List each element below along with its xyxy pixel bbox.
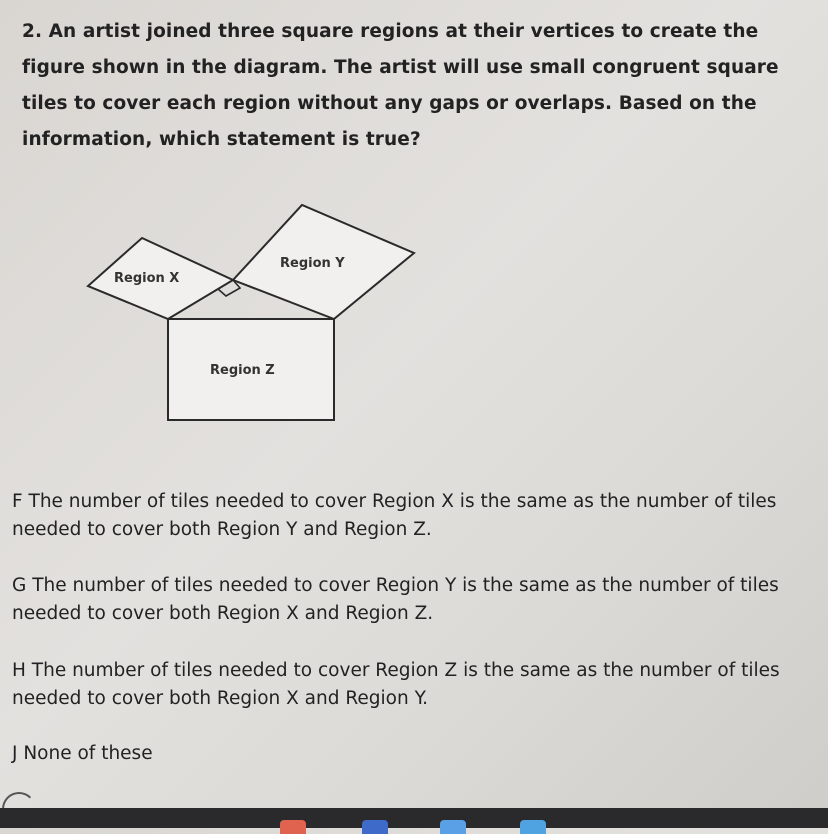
region-z-label: Region Z: [210, 363, 275, 378]
taskbar-app-icon[interactable]: [520, 820, 546, 834]
taskbar: [0, 808, 828, 828]
squares-diagram: [0, 180, 828, 440]
option-h[interactable]: H The number of tiles needed to cover Region Z is the same as the number of tiles needed to cover both Region X and Region Y.: [12, 660, 780, 709]
taskbar-app-icon[interactable]: [362, 820, 388, 834]
region-y-label: Region Y: [280, 256, 345, 271]
option-g[interactable]: G The number of tiles needed to cover Region Y is the same as the number of tiles needed to cover both Region X and Region Z.: [12, 575, 779, 624]
taskbar-app-icon[interactable]: [280, 820, 306, 834]
question-text: 2. An artist joined three square regions at their vertices to create the figure shown in the diagram. The artist will use small congruent square tiles to cover each region without any gaps or overlaps. Based on the information, which statement is true?: [22, 21, 779, 150]
option-j[interactable]: J None of these: [12, 743, 153, 764]
taskbar-app-icon[interactable]: [440, 820, 466, 834]
region-x-label: Region X: [114, 271, 180, 286]
option-f[interactable]: F The number of tiles needed to cover Region X is the same as the number of tiles needed to cover both Region Y and Region Z.: [12, 491, 777, 540]
